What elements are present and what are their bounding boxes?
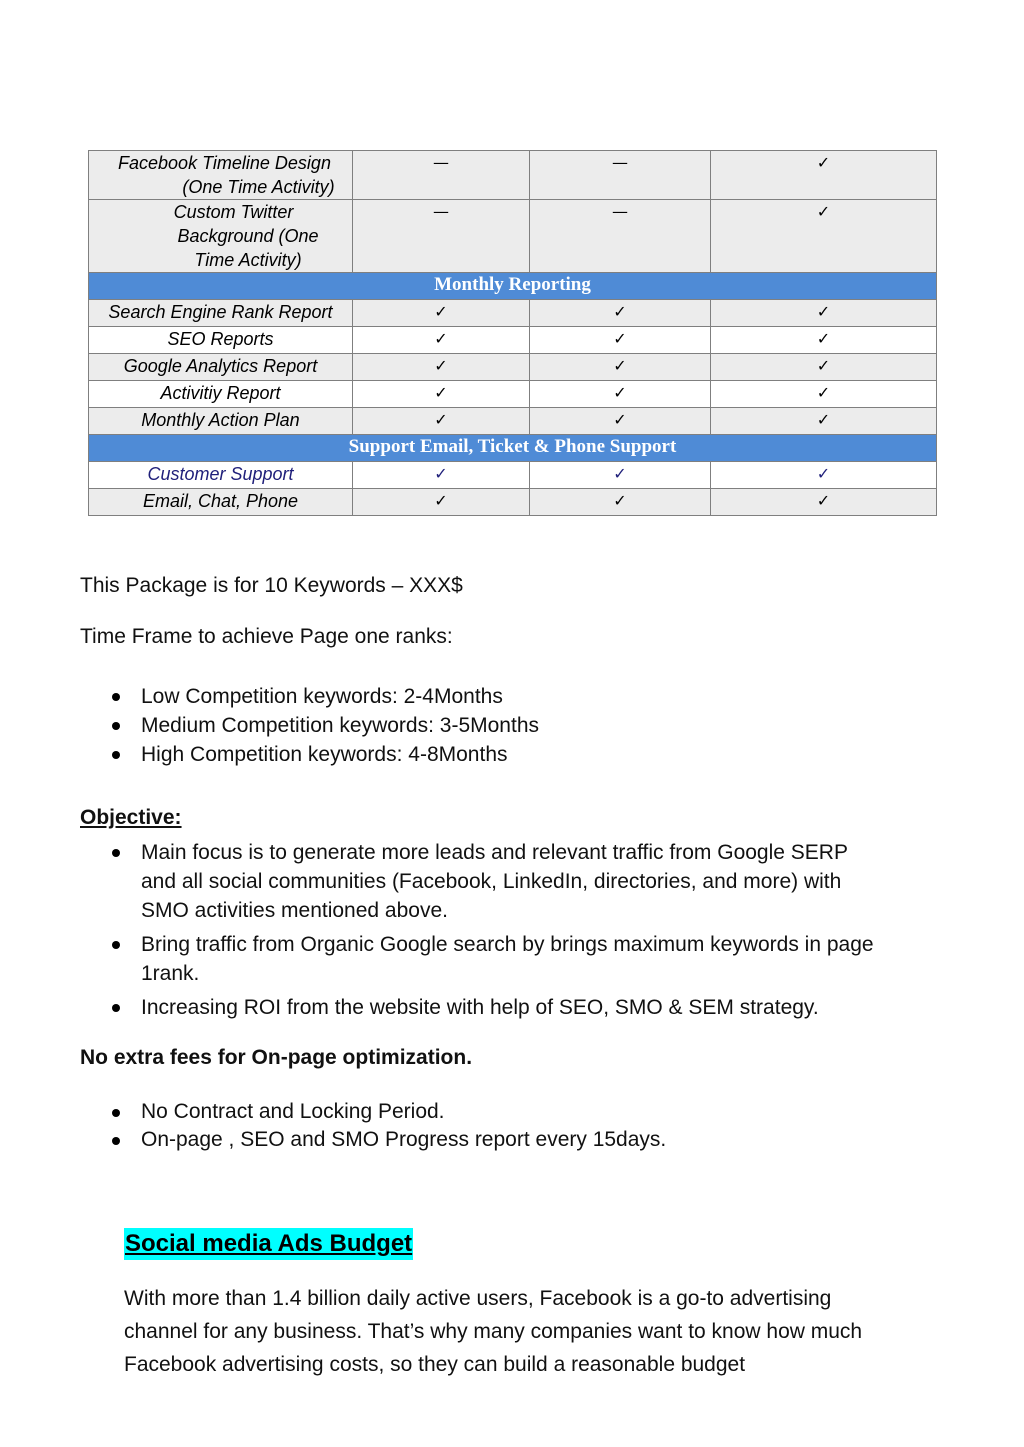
section-header-row <box>89 435 937 462</box>
list-item-line: Main focus is to generate more leads and relevant traffic from Google SERP <box>141 841 848 864</box>
feature-cell: Customer Support <box>89 462 353 489</box>
tier1-cell: ✓ <box>353 408 530 435</box>
timeframe-line: Time Frame to achieve Page one ranks: <box>80 625 453 648</box>
tier2-cell: ✓ <box>530 381 711 408</box>
list-item <box>80 682 539 711</box>
bullet-icon <box>112 1137 120 1145</box>
tier2-cell: — <box>530 200 711 273</box>
table-row <box>89 489 937 516</box>
bullet-icon <box>112 941 120 949</box>
objective-heading: Objective: <box>80 806 182 829</box>
table-row <box>89 151 937 200</box>
bullet-icon <box>112 849 120 857</box>
feature-cell: Activitiy Report <box>89 381 353 408</box>
tier2-cell: ✓ <box>530 354 711 381</box>
list-item-line: Increasing ROI from the website with help of SEO, SMO & SEM strategy. <box>141 996 819 1019</box>
list-item-line: Bring traffic from Organic Google search by brings maximum keywords in page <box>141 933 874 956</box>
list-item <box>80 740 539 769</box>
tier2-cell: ✓ <box>530 462 711 489</box>
list-item-line: SMO activities mentioned above. <box>141 899 448 922</box>
paragraph-line: Facebook advertising costs, so they can build a reasonable budget <box>124 1353 746 1376</box>
tier2-cell: — <box>530 151 711 200</box>
ads-paragraph <box>124 1282 904 1381</box>
tier3-cell: ✓ <box>711 300 937 327</box>
tier3-cell: ✓ <box>711 462 937 489</box>
list-item-text: High Competition keywords: 4-8Months <box>141 743 508 766</box>
bullet-icon <box>112 1109 120 1117</box>
feature-cell: Search Engine Rank Report <box>89 300 353 327</box>
tier2-cell: ✓ <box>530 408 711 435</box>
list-item-text: No Contract and Locking Period. <box>141 1100 445 1123</box>
feature-cell <box>89 200 353 273</box>
tier1-cell: ✓ <box>353 300 530 327</box>
table-row <box>89 354 937 381</box>
list-item-text: Medium Competition keywords: 3-5Months <box>141 714 539 737</box>
timeframe-list <box>80 682 539 769</box>
table-row <box>89 381 937 408</box>
list-item-line: 1rank. <box>141 962 200 985</box>
feature-cell: Google Analytics Report <box>89 354 353 381</box>
tier3-cell: ✓ <box>711 151 937 200</box>
tier3-cell: ✓ <box>711 327 937 354</box>
tier1-cell: ✓ <box>353 327 530 354</box>
feature-line: Facebook Timeline Design <box>118 153 331 173</box>
feature-cell <box>89 151 353 200</box>
table-row <box>89 462 937 489</box>
list-item <box>80 1126 666 1154</box>
tier3-cell: ✓ <box>711 489 937 516</box>
paragraph-line: With more than 1.4 billion daily active users, Facebook is a go-to advertising <box>124 1287 832 1310</box>
tier1-cell: — <box>353 151 530 200</box>
tier2-cell: ✓ <box>530 327 711 354</box>
list-item-text: Low Competition keywords: 2-4Months <box>141 685 503 708</box>
section-header-support: Support Email, Ticket & Phone Support <box>89 435 937 462</box>
terms-list <box>80 1098 666 1154</box>
list-item <box>80 930 874 988</box>
bullet-icon <box>112 693 120 701</box>
tier3-cell: ✓ <box>711 381 937 408</box>
feature-cell: SEO Reports <box>89 327 353 354</box>
package-features-table <box>88 150 937 516</box>
tier3-cell: ✓ <box>711 200 937 273</box>
feature-line: Time Activity) <box>194 250 302 270</box>
list-item <box>80 993 874 1022</box>
tier2-cell: ✓ <box>530 489 711 516</box>
ads-budget-heading: Social media Ads Budget <box>124 1228 413 1260</box>
feature-cell: Monthly Action Plan <box>89 408 353 435</box>
package-line: This Package is for 10 Keywords – XXX$ <box>80 574 463 597</box>
feature-line: Background (One <box>177 226 319 246</box>
list-item <box>80 1098 666 1126</box>
table-row <box>89 300 937 327</box>
feature-line: Custom Twitter <box>173 202 294 222</box>
objective-list <box>80 838 874 1022</box>
tier2-cell: ✓ <box>530 300 711 327</box>
bullet-icon <box>112 751 120 759</box>
tier1-cell: ✓ <box>353 354 530 381</box>
bullet-icon <box>112 1004 120 1012</box>
tier3-cell: ✓ <box>711 408 937 435</box>
paragraph-line: channel for any business. That’s why many companies want to know how much <box>124 1320 863 1343</box>
section-header-row <box>89 273 937 300</box>
tier1-cell: — <box>353 200 530 273</box>
table-row <box>89 408 937 435</box>
tier3-cell: ✓ <box>711 354 937 381</box>
tier1-cell: ✓ <box>353 489 530 516</box>
feature-cell: Email, Chat, Phone <box>89 489 353 516</box>
feature-line: (One Time Activity) <box>182 177 335 197</box>
bullet-icon <box>112 722 120 730</box>
section-header-monthly: Monthly Reporting <box>89 273 937 300</box>
table-row <box>89 200 937 273</box>
no-fees-line: No extra fees for On-page optimization. <box>80 1046 473 1069</box>
list-item-text: On-page , SEO and SMO Progress report every 15days. <box>141 1128 667 1151</box>
tier1-cell: ✓ <box>353 462 530 489</box>
list-item <box>80 838 874 925</box>
list-item-line: and all social communities (Facebook, LinkedIn, directories, and more) with <box>141 870 842 893</box>
list-item <box>80 711 539 740</box>
table-row <box>89 327 937 354</box>
tier1-cell: ✓ <box>353 381 530 408</box>
